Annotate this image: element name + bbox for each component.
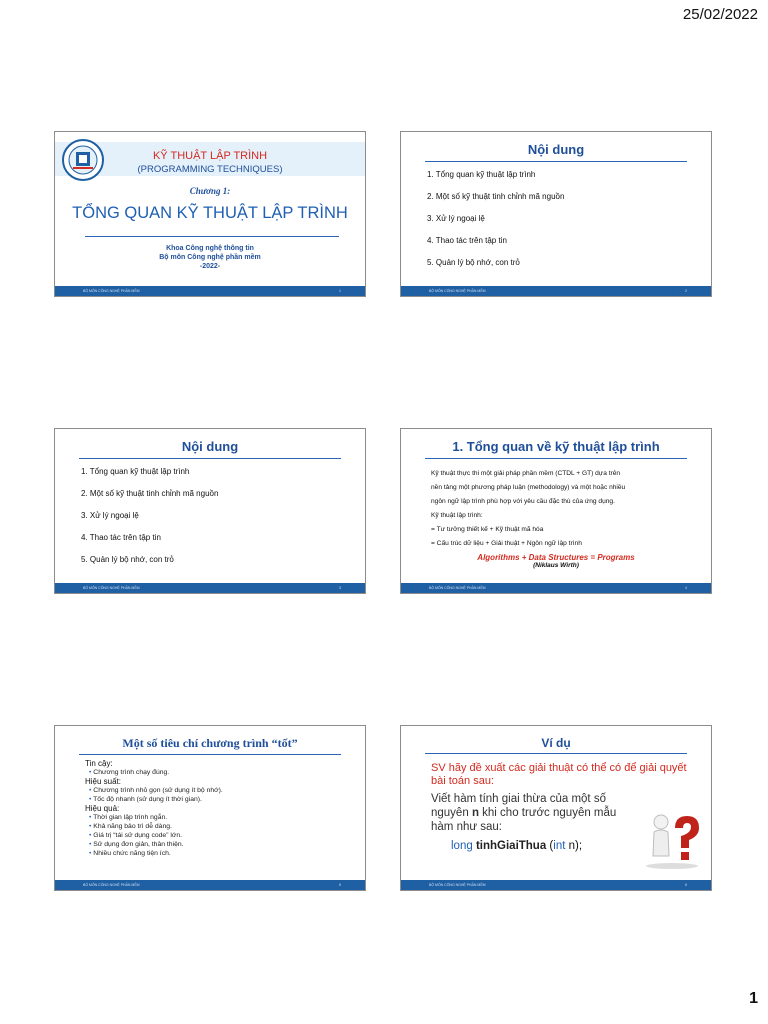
slide-title: Ví dụ xyxy=(541,736,571,750)
criterion-bullet: • Sử dụng đơn giản, thân thiện. xyxy=(85,840,365,849)
chapter-label: Chương 1: xyxy=(189,186,231,196)
department: Bộ môn Công nghệ phần mềm xyxy=(159,254,261,261)
slide-footer xyxy=(401,583,711,593)
list-item: 5. Quản lý bộ nhớ, con trỏ xyxy=(427,258,520,267)
slide-title: Một số tiêu chí chương trình “tốt” xyxy=(122,736,298,750)
slide-number: 4 xyxy=(685,586,687,590)
slide-5 xyxy=(54,725,366,891)
exercise-text xyxy=(431,792,635,834)
list-item: 2. Một số kỹ thuật tinh chỉnh mã nguồn xyxy=(81,489,219,498)
keyword-long: long xyxy=(451,840,473,852)
slide-number: 5 xyxy=(339,883,341,887)
list-item: 3. Xử lý ngoại lệ xyxy=(81,511,139,520)
divider xyxy=(79,754,341,755)
slide-title: Nội dung xyxy=(181,439,239,454)
slide-footer xyxy=(401,286,711,296)
course-title: KỸ THUẬT LẬP TRÌNH xyxy=(152,150,268,162)
exercise-prompt: SV hãy đề xuất các giải thuật có thể có để giải quyết bài toán sau: xyxy=(431,762,687,787)
divider xyxy=(79,458,341,459)
slide-1 xyxy=(54,131,366,297)
list-item: 4. Thao tác trên tập tin xyxy=(81,533,161,542)
param: n); xyxy=(565,840,583,852)
criterion-bullet: • Thời gian lập trình ngắn. xyxy=(85,813,365,822)
faculty: Khoa Công nghệ thông tin xyxy=(166,245,254,252)
contents-list xyxy=(55,467,365,564)
slide-footer xyxy=(55,286,365,296)
criterion-heading: Hiệu suất: xyxy=(85,777,122,786)
footer-text: BỘ MÔN CÔNG NGHỆ PHẦN MỀM xyxy=(429,883,486,887)
slide-number: 6 xyxy=(685,883,687,887)
criterion-bullet: • Giá trị “tái sử dụng code” lớn. xyxy=(85,831,365,840)
variable-n: n xyxy=(471,807,479,819)
footer-text: BỘ MÔN CÔNG NGHỆ PHẦN MỀM xyxy=(429,289,486,293)
affiliation xyxy=(55,244,365,271)
slide-body xyxy=(431,467,693,551)
list-item: 2. Một số kỹ thuật tinh chỉnh mã nguồn xyxy=(427,192,565,201)
criterion-bullet: • Tốc độ nhanh (sử dụng ít thời gian). xyxy=(85,795,365,804)
criterion-bullet: • Chương trình chạy đúng. xyxy=(85,768,365,777)
university-logo-icon xyxy=(61,138,105,182)
quote: Algorithms + Data Structures = Programs xyxy=(477,553,635,562)
slide-4 xyxy=(400,428,712,594)
criterion-heading: Hiệu quả: xyxy=(85,804,120,813)
slide-6 xyxy=(400,725,712,891)
text-part: khi cho trước nguyên mẫu hàm như sau: xyxy=(431,807,617,833)
list-item: 1. Tổng quan kỹ thuật lập trình xyxy=(81,467,190,476)
footer-text: BỘ MÔN CÔNG NGHỆ PHẦN MỀM xyxy=(83,883,140,887)
quote-author: (Niklaus Wirth) xyxy=(533,562,579,569)
criterion-bullet: • Khả năng bảo trì dễ dàng. xyxy=(85,822,365,831)
body-line: Kỹ thuật thực thi một giải pháp phần mềm (CTDL + GT) dựa trên xyxy=(431,470,621,477)
list-item: 3. Xử lý ngoại lệ xyxy=(427,214,485,223)
slide-title: 1. Tổng quan về kỹ thuật lập trình xyxy=(452,439,660,454)
list-item: 1. Tổng quan kỹ thuật lập trình xyxy=(427,170,536,179)
body-line: Kỹ thuật lập trình: xyxy=(431,512,483,519)
body-line: = Tư tưởng thiết kế + Kỹ thuật mã hóa xyxy=(431,526,544,533)
page-date: 25/02/2022 xyxy=(682,6,758,23)
slide-body xyxy=(85,759,365,858)
body-line: ngôn ngữ lập trình phù hợp với yêu cầu đặc thù của ứng dụng. xyxy=(431,498,615,505)
list-item: 4. Thao tác trên tập tin xyxy=(427,236,507,245)
criterion-bullet: • Chương trình nhỏ gọn (sử dụng ít bộ nhớ). xyxy=(85,786,365,795)
footer-text: BỘ MÔN CÔNG NGHỆ PHẦN MỀM xyxy=(429,586,486,590)
footer-text: BỘ MÔN CÔNG NGHỆ PHẦN MỀM xyxy=(83,586,140,590)
divider xyxy=(425,161,687,162)
contents-list xyxy=(401,170,711,267)
function-name: tinhGiaiThua xyxy=(475,840,547,852)
slide-number: 3 xyxy=(339,586,341,590)
text-part: Viết hàm tính giai thừa của một số nguyên xyxy=(431,793,606,819)
slide-number: 1 xyxy=(339,289,341,293)
slide-footer xyxy=(401,880,711,890)
slide-title: Nội dung xyxy=(527,142,585,157)
footer-text: BỘ MÔN CÔNG NGHỆ PHẦN MỀM xyxy=(83,289,140,293)
slide-footer xyxy=(55,583,365,593)
slide-2 xyxy=(400,131,712,297)
divider xyxy=(85,236,339,237)
criterion-bullet: • Nhiều chức năng tiện ích. xyxy=(85,849,365,858)
slide-number: 2 xyxy=(685,289,687,293)
slide-footer xyxy=(55,880,365,890)
divider xyxy=(425,753,687,754)
question-figure-icon xyxy=(639,808,705,870)
keyword-int: int xyxy=(553,840,566,852)
page-number: 1 xyxy=(749,990,758,1007)
criterion-heading: Tin cậy: xyxy=(85,759,113,768)
divider xyxy=(425,458,687,459)
list-item: 5. Quản lý bộ nhớ, con trỏ xyxy=(81,555,174,564)
chapter-heading: TỔNG QUAN KỸ THUẬT LẬP TRÌNH xyxy=(72,204,348,222)
punct: ( xyxy=(546,840,554,852)
body-line: = Cấu trúc dữ liệu + Giải thuật + Ngôn ngữ lập trình xyxy=(431,540,582,547)
body-line: nền tảng một phương pháp luận (methodology) và một hoặc nhiều xyxy=(431,484,626,491)
slide-3 xyxy=(54,428,366,594)
course-subtitle: (PROGRAMMING TECHNIQUES) xyxy=(137,164,283,175)
year: -2022- xyxy=(199,263,221,270)
